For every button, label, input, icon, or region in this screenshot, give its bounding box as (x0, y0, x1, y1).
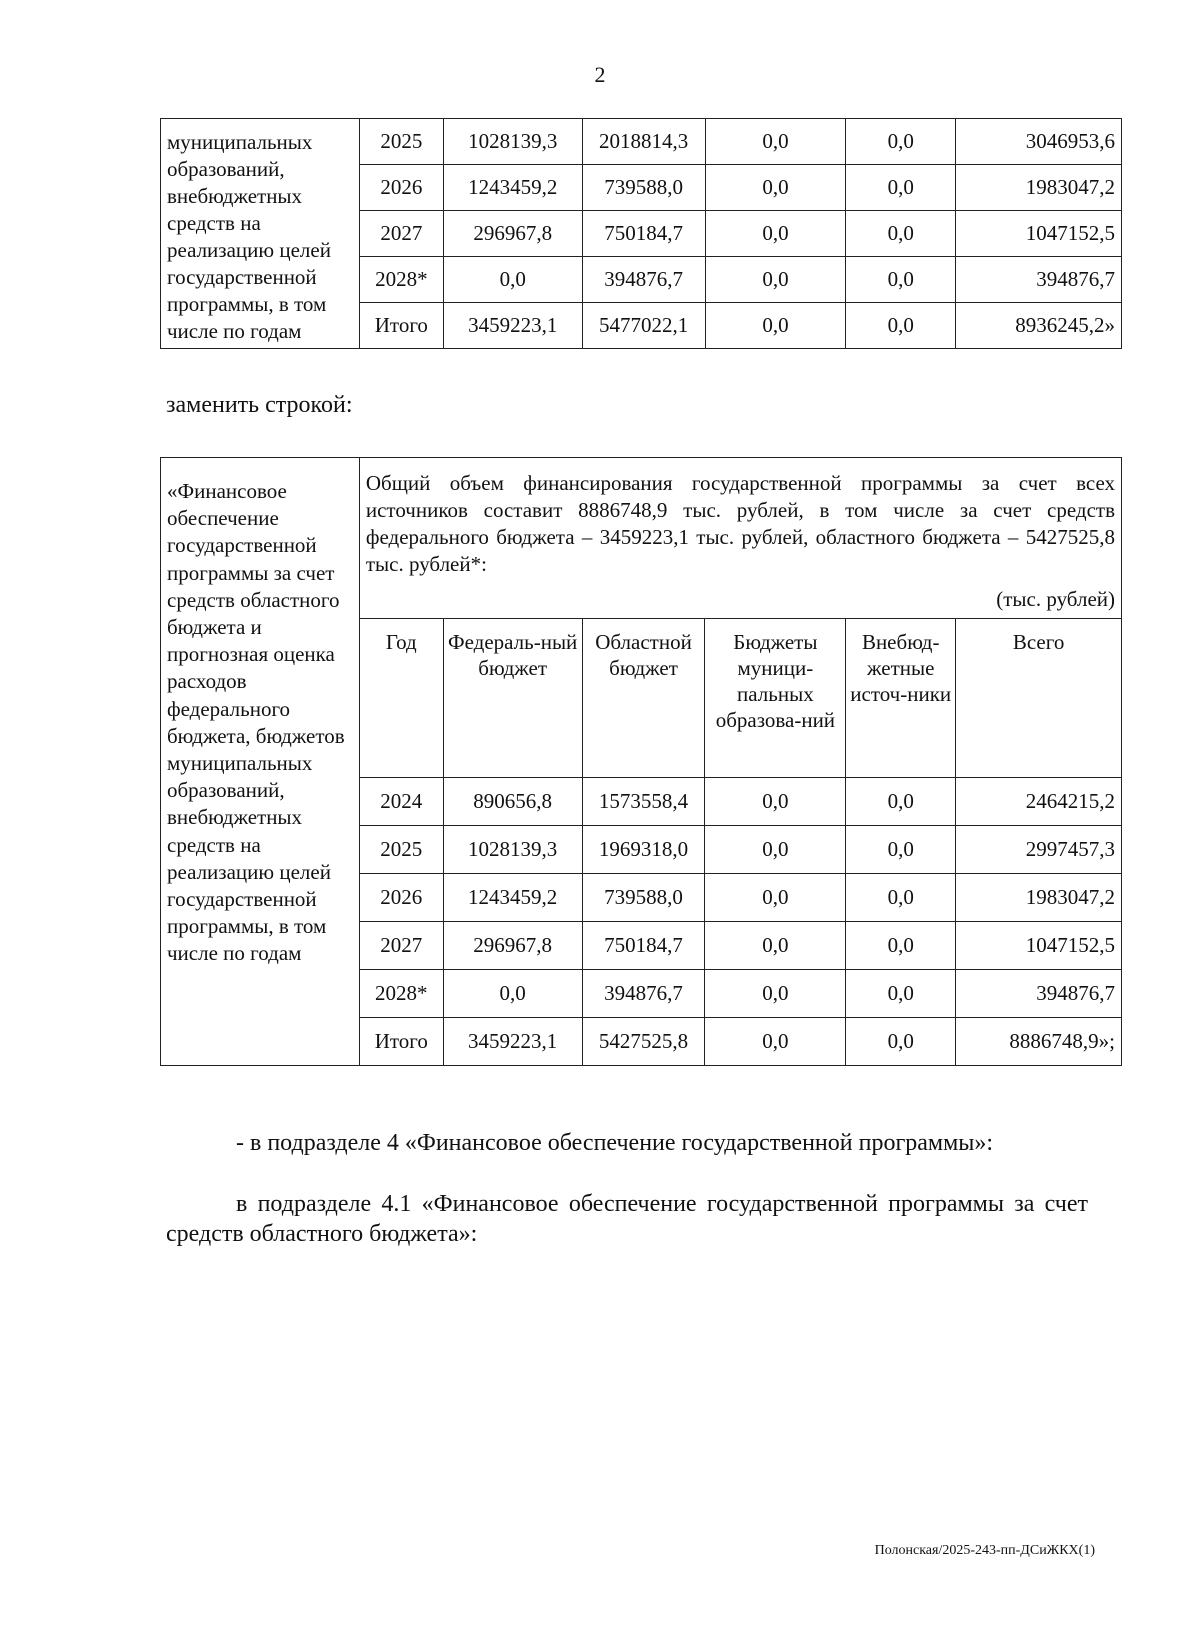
cell-regional: 739588,0 (582, 874, 705, 922)
cell-total: 1983047,2 (956, 165, 1122, 211)
header-total: Всего (956, 619, 1122, 778)
cell-year: 2028* (359, 970, 443, 1018)
cell-extrabudget: 0,0 (846, 303, 956, 349)
cell-regional: 2018814,3 (582, 119, 705, 165)
cell-municipal: 0,0 (705, 165, 846, 211)
cell-regional: 394876,7 (582, 970, 705, 1018)
cell-municipal: 0,0 (705, 826, 846, 874)
header-extrabudget: Внебюд-жетные источ-ники (846, 619, 956, 778)
cell-federal: 1028139,3 (443, 826, 582, 874)
cell-municipal: 0,0 (705, 257, 846, 303)
cell-regional: 5477022,1 (582, 303, 705, 349)
cell-extrabudget: 0,0 (846, 1018, 956, 1066)
row-label: муниципальных образований, внебюджетных средств на реализацию целей государственной программы, в том числе по годам (161, 119, 360, 349)
paragraph-subsection-4-1: в подразделе 4.1 «Финансовое обеспечение государственной программы за счет средств областного бюджета»: (166, 1191, 1088, 1247)
cell-regional: 1969318,0 (582, 826, 705, 874)
cell-extrabudget: 0,0 (846, 778, 956, 826)
cell-regional: 394876,7 (582, 257, 705, 303)
cell-federal: 3459223,1 (443, 1018, 582, 1066)
cell-municipal: 0,0 (705, 778, 846, 826)
cell-municipal: 0,0 (705, 1018, 846, 1066)
cell-municipal: 0,0 (705, 303, 846, 349)
cell-regional: 750184,7 (582, 922, 705, 970)
cell-total: 3046953,6 (956, 119, 1122, 165)
cell-year: Итого (359, 303, 443, 349)
cell-year: 2026 (359, 874, 443, 922)
cell-year: 2025 (359, 826, 443, 874)
cell-year: 2024 (359, 778, 443, 826)
cell-extrabudget: 0,0 (846, 257, 956, 303)
cell-total: 8936245,2» (956, 303, 1122, 349)
cell-federal: 1243459,2 (443, 874, 582, 922)
cell-extrabudget: 0,0 (846, 970, 956, 1018)
cell-regional: 1573558,4 (582, 778, 705, 826)
cell-total: 394876,7 (956, 970, 1122, 1018)
cell-federal: 0,0 (443, 257, 582, 303)
cell-municipal: 0,0 (705, 211, 846, 257)
cell-regional: 739588,0 (582, 165, 705, 211)
cell-total: 1983047,2 (956, 874, 1122, 922)
cell-extrabudget: 0,0 (846, 874, 956, 922)
cell-municipal: 0,0 (705, 119, 846, 165)
cell-municipal: 0,0 (705, 970, 846, 1018)
footer-document-id: Полонская/2025-243-пп-ДСиЖКХ(1) (874, 1543, 1095, 1558)
cell-extrabudget: 0,0 (846, 826, 956, 874)
cell-total: 1047152,5 (956, 211, 1122, 257)
header-regional: Областной бюджет (582, 619, 705, 778)
unit-label: (тыс. рублей) (359, 582, 1121, 619)
cell-regional: 750184,7 (582, 211, 705, 257)
cell-total: 394876,7 (956, 257, 1122, 303)
header-year: Год (359, 619, 443, 778)
intro-text: Общий объем финансирования государственной программы за счет всех источников составит 8886748,9 тыс. рублей, в том числе за счет средств федерального бюджета – 3459223,1 тыс. рублей, областного бюджета – 5427525,8 тыс. рублей*: (359, 458, 1121, 583)
row-label: «Финансовое обеспечение государственной программы за счет средств областного бюджета и прогнозная оценка расходов федерального бюджета, бюджетов муниципальных образований, внебюджетных средств на реализацию целей государственной программы, в том числе по годам (161, 458, 360, 1066)
cell-total: 2464215,2 (956, 778, 1122, 826)
cell-year: 2027 (359, 211, 443, 257)
page-number: 2 (594, 62, 606, 87)
header-municipal: Бюджеты муници-пальных образова-ний (705, 619, 846, 778)
cell-federal: 1243459,2 (443, 165, 582, 211)
cell-federal: 890656,8 (443, 778, 582, 826)
cell-extrabudget: 0,0 (846, 211, 956, 257)
cell-extrabudget: 0,0 (846, 922, 956, 970)
cell-year: 2027 (359, 922, 443, 970)
cell-year: 2028* (359, 257, 443, 303)
cell-federal: 296967,8 (443, 922, 582, 970)
cell-municipal: 0,0 (705, 874, 846, 922)
cell-extrabudget: 0,0 (846, 119, 956, 165)
table-replacement (160, 457, 1122, 1066)
cell-total: 8886748,9»; (956, 1018, 1122, 1066)
cell-year: 2026 (359, 165, 443, 211)
cell-year: Итого (359, 1018, 443, 1066)
cell-federal: 0,0 (443, 970, 582, 1018)
table-row (161, 119, 1122, 165)
cell-regional: 5427525,8 (582, 1018, 705, 1066)
cell-year: 2025 (359, 119, 443, 165)
header-federal: Федераль-ный бюджет (443, 619, 582, 778)
cell-total: 2997457,3 (956, 826, 1122, 874)
cell-federal: 1028139,3 (443, 119, 582, 165)
cell-federal: 296967,8 (443, 211, 582, 257)
paragraph-subsection-4: - в подразделе 4 «Финансовое обеспечение государственной программы»: (236, 1130, 994, 1156)
replace-heading: заменить строкой: (166, 392, 353, 418)
cell-total: 1047152,5 (956, 922, 1122, 970)
cell-extrabudget: 0,0 (846, 165, 956, 211)
cell-federal: 3459223,1 (443, 303, 582, 349)
table-previous (160, 118, 1122, 349)
intro-row (161, 458, 1122, 583)
cell-municipal: 0,0 (705, 922, 846, 970)
